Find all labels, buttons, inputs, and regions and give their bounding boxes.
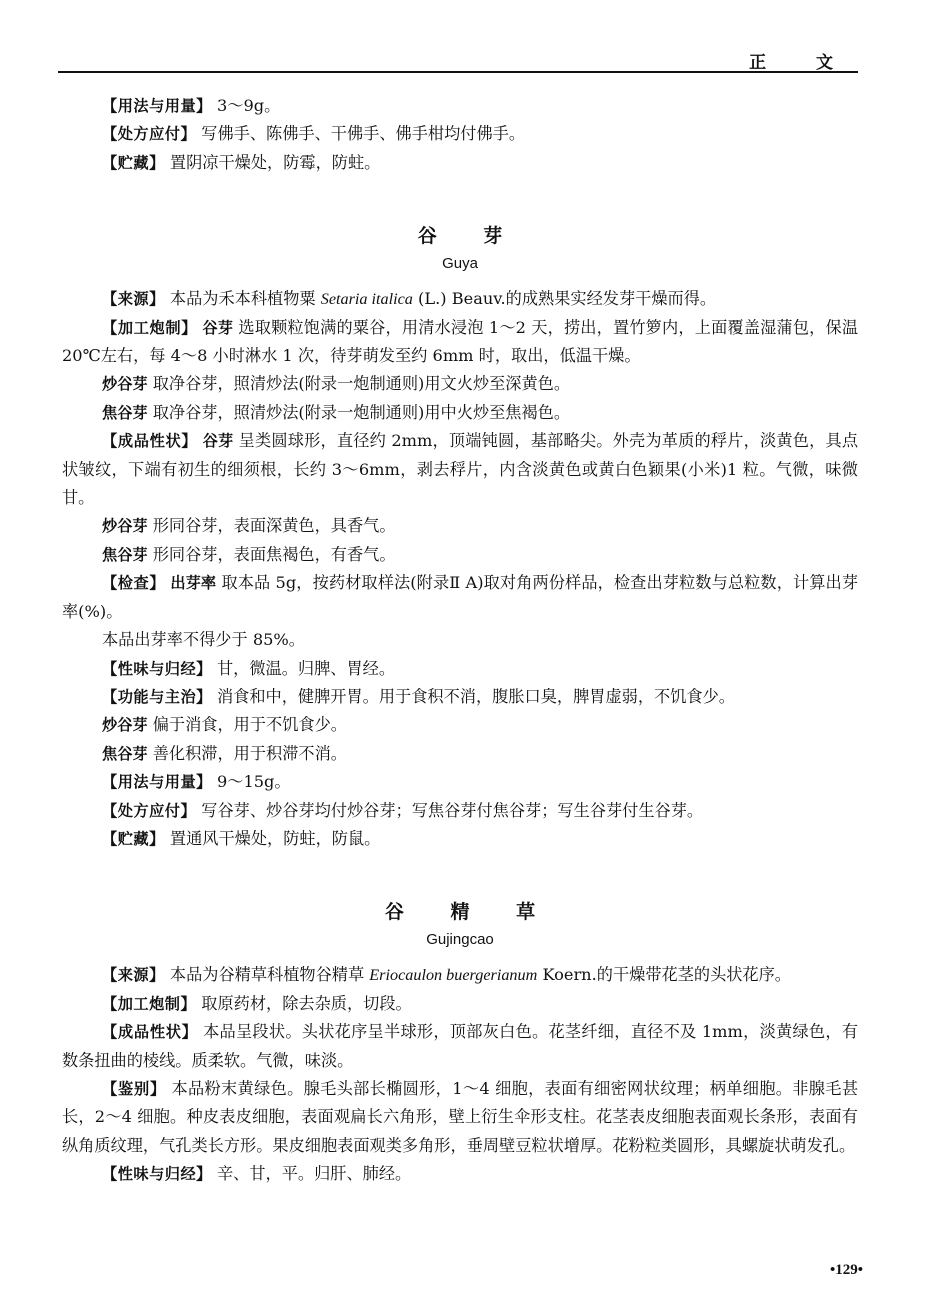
section-label: 【来源】 — [102, 966, 165, 985]
text-run: 呈类圆球形，直径约 2mm，顶端钝圆，基部略尖。外壳为革质的稃片，淡黄色，具点状皱纹，下端有初生的细须根，长约 3～6mm，剥去稃片，内含淡黄色或黄白色颖果(小米)1 粒。气微，味微甘。 — [62, 431, 859, 508]
text-run: 本品为谷精草科植物谷精草 — [164, 965, 370, 985]
section-label: 【贮藏】 — [102, 829, 165, 848]
section-label: 【加工炮制】 — [102, 318, 198, 337]
header-rule — [58, 71, 858, 73]
section-label: 【用法与用量】 — [102, 97, 212, 115]
section-label: 【处方应付】 — [102, 801, 197, 820]
paragraph — [62, 149, 858, 177]
paragraph — [62, 990, 858, 1018]
paragraph — [62, 120, 858, 148]
text-run: 取净谷芽，照清炒法(附录一炮制通则)用中火炒至焦褐色。 — [147, 402, 571, 422]
text-run: 偏于消食，用于不饥食少。 — [147, 715, 347, 735]
text-run: 甘，微温。归脾、胃经。 — [211, 658, 396, 678]
text-run: 写佛手、陈佛手、干佛手、佛手柑均付佛手。 — [196, 124, 526, 144]
entry-pinyin: Guya — [442, 255, 478, 273]
paragraph — [62, 314, 858, 371]
entry-pinyin: Gujingcao — [426, 931, 494, 949]
sub-label: 炒谷芽 — [102, 716, 148, 735]
sub-label: 炒谷芽 — [102, 375, 148, 394]
text-run: (L.) Beauv.的成熟果实经发芽干燥而得。 — [412, 289, 717, 309]
text-run: 取净谷芽，照清炒法(附录一炮制通则)用文火炒至深黄色。 — [147, 374, 571, 394]
section-label: 【贮藏】 — [102, 153, 165, 172]
section-label: 【检查】 — [102, 574, 166, 593]
text-run: 9～15g。 — [211, 772, 291, 792]
text-run: 置阴凉干燥处，防霉，防蛀。 — [164, 152, 381, 172]
text-run: 辛、甘，平。归肝、肺经。 — [211, 1164, 412, 1184]
paragraph — [62, 740, 858, 768]
section-label: 【加工炮制】 — [102, 994, 197, 1013]
text-run: 选取颗粒饱满的粟谷，用清水浸泡 1～2 天，捞出，置竹箩内，上面覆盖湿蒲包，保温 20℃左右，每 4～8 小时淋水 1 次，待芽萌发至约 6mm 时，取出，低温干燥。 — [62, 317, 859, 366]
section-label: 【性味与归经】 — [102, 1165, 212, 1184]
paragraph — [62, 92, 858, 120]
paragraph — [62, 427, 858, 512]
section-label: 【处方应付】 — [102, 125, 197, 144]
paragraph — [62, 825, 858, 853]
text-run: 取本品 5g，按药材取样法(附录Ⅱ A)取对角两份样品，检查出芽粒数与总粒数，计算出芽率(%)。 — [62, 573, 859, 621]
header-title: 正 文 — [749, 53, 855, 73]
entry-title: 谷 精 草 — [384, 901, 556, 924]
paragraph — [62, 655, 858, 683]
paragraph — [62, 961, 858, 989]
text-run: 本品呈段状。头状花序呈半球形，顶部灰白色。花茎纤细，直径不及 1mm，淡黄绿色，有数条扭曲的棱线。质柔软。气微，味淡。 — [62, 1022, 859, 1070]
paragraph — [62, 541, 858, 569]
paragraph — [62, 370, 858, 398]
text-run: 消食和中，健脾开胃。用于食积不消，腹胀口臭，脾胃虚弱，不饥食少。 — [211, 686, 735, 706]
text-run: 形同谷芽，表面深黄色，具香气。 — [147, 516, 396, 536]
paragraph — [62, 1160, 858, 1188]
section-label: 【鉴别】 — [102, 1079, 167, 1098]
section-label: 【成品性状】 — [102, 1023, 198, 1042]
sub-label: 谷芽 — [202, 432, 234, 451]
paragraph — [62, 285, 858, 313]
text-run: 善化积滞，用于积滞不消。 — [147, 743, 347, 763]
paragraph — [62, 1075, 858, 1160]
latin-name: Eriocaulon buergerianum — [369, 966, 538, 985]
section-label: 【成品性状】 — [102, 432, 198, 451]
text-run: Koern.的干燥带花茎的头状花序。 — [537, 965, 791, 985]
body-text — [62, 92, 858, 1189]
latin-name: Setaria italica — [320, 290, 413, 309]
paragraph — [62, 399, 858, 427]
sub-label: 焦谷芽 — [102, 403, 148, 422]
page-number: •129• — [829, 1262, 863, 1278]
sub-label: 谷芽 — [202, 318, 234, 337]
sub-label: 出芽率 — [170, 574, 217, 593]
paragraph — [62, 797, 858, 825]
text-run: 置通风干燥处，防蛀，防鼠。 — [164, 828, 381, 848]
section-label: 【功能与主治】 — [102, 687, 212, 706]
paragraph — [62, 512, 858, 540]
section-label: 【来源】 — [102, 290, 165, 309]
paragraph — [62, 683, 858, 711]
paragraph — [62, 569, 858, 626]
sub-label: 焦谷芽 — [102, 545, 148, 564]
paragraph — [62, 768, 858, 796]
entry-heading — [62, 221, 858, 277]
text-run: 写谷芽、炒谷芽均付炒谷芽；写焦谷芽付焦谷芽；写生谷芽付生谷芽。 — [196, 800, 704, 820]
text-run: 本品粉末黄绿色。腺毛头部长椭圆形，1～4 细胞，表面有细密网状纹理；柄单细胞。非腺毛甚长，2～4 细胞。种皮表皮细胞，表面观扁长六角形，壁上衍生伞形支柱。花茎表皮细胞表面观长条形，表面有纵角质纹理，气孔类长方形。果皮细胞表面观类多角形，垂周壁豆粒状增厚。花粉粒类圆形，具螺旋状萌发孔。 — [62, 1078, 859, 1155]
paragraph — [62, 711, 858, 739]
text-run: 形同谷芽，表面焦褐色，有香气。 — [147, 544, 396, 564]
text-run: 取原药材，除去杂质，切段。 — [196, 993, 412, 1013]
text-run: 本品出芽率不得少于 85%。 — [102, 630, 305, 650]
entry-title: 谷 芽 — [417, 225, 523, 248]
sub-label: 焦谷芽 — [102, 744, 148, 763]
paragraph — [62, 626, 858, 654]
text-run: 本品为禾本科植物粟 — [164, 289, 321, 309]
section-label: 【性味与归经】 — [102, 659, 212, 678]
entry-heading — [62, 897, 858, 953]
sub-label: 炒谷芽 — [102, 517, 148, 536]
paragraph — [62, 1018, 858, 1075]
text-run: 3～9g。 — [211, 96, 281, 115]
section-label: 【用法与用量】 — [102, 773, 212, 792]
